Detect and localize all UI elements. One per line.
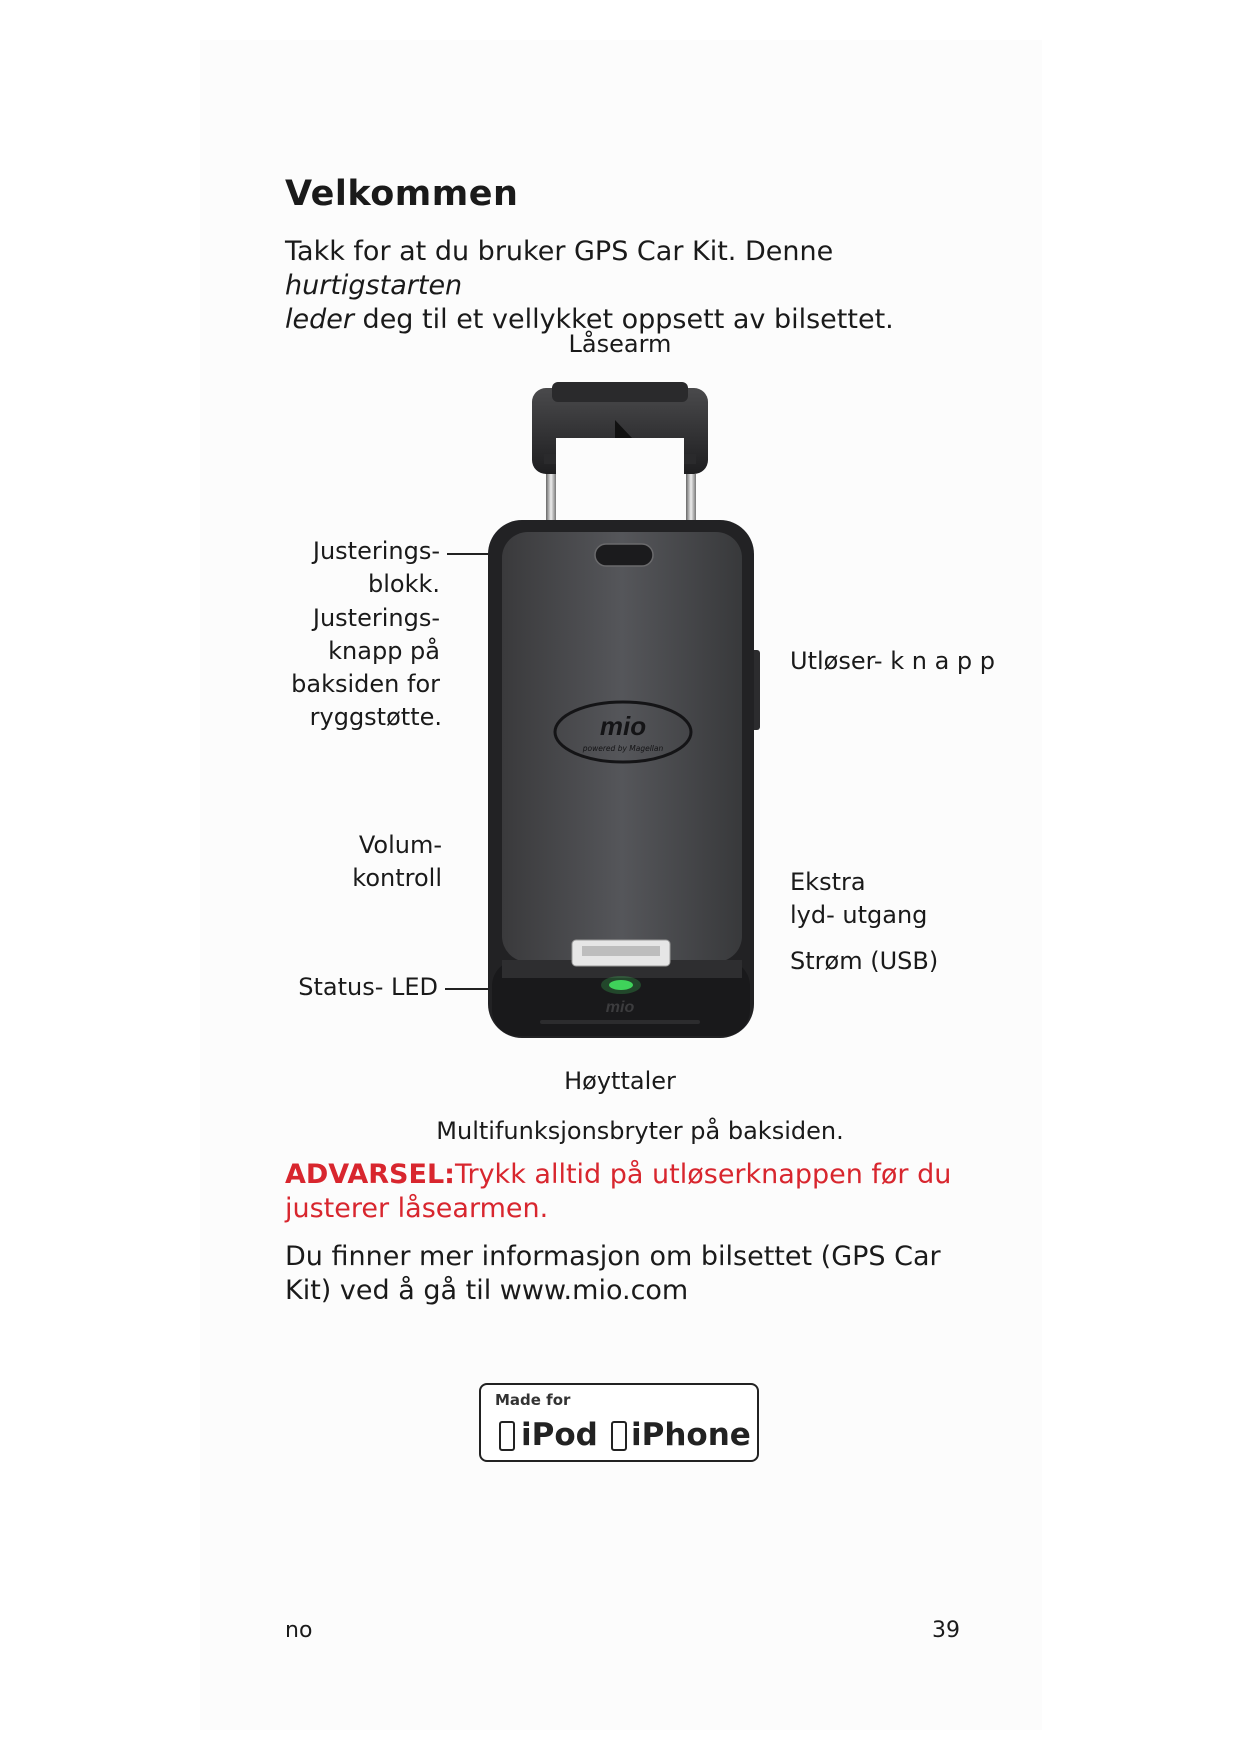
- info-paragraph: Du finner mer informasjon om bilsettet (GPS Car Kit) ved å gå til www.mio.com: [285, 1241, 941, 1306]
- label-aux-1: Ekstra: [790, 868, 866, 896]
- intro-paragraph: [285, 235, 985, 337]
- footer-language: no: [285, 1618, 313, 1643]
- badge-ipod: iPod: [521, 1417, 598, 1453]
- label-aux-2: lyd- utgang: [790, 901, 928, 929]
- label-multifunction: Multifunksjonsbryter på baksiden.: [436, 1117, 844, 1145]
- speaker-grille: [540, 1020, 700, 1024]
- speaker-logo-text: mio: [605, 999, 635, 1016]
- label-adjust-block-2: blokk.: [367, 570, 440, 598]
- label-adjust-button-4: ryggstøtte.: [309, 703, 442, 731]
- iphone-icon: [611, 1421, 627, 1451]
- badge-made-for: Made for: [495, 1391, 571, 1409]
- warning-text: Trykk alltid på utløserknappen før du justerer låsearmen.: [285, 1159, 952, 1224]
- label-lock-arm: Låsearm: [568, 330, 672, 358]
- mio-logo-text: mio: [599, 711, 647, 741]
- label-speaker: Høyttaler: [564, 1067, 676, 1095]
- warning-label: ADVARSEL:: [285, 1159, 455, 1190]
- footer-page-number: 39: [932, 1618, 960, 1643]
- label-volume-2: kontroll: [352, 864, 442, 892]
- mio-logo-subtext: powered by Magellan: [582, 744, 664, 753]
- lock-arm: [532, 382, 708, 474]
- label-adjust-button-3: baksiden for: [291, 670, 440, 698]
- intro-text-2: deg til et vellykket oppsett av bilsettet.: [353, 304, 894, 335]
- intro-text-1: Takk for at du bruker GPS Car Kit. Denne: [285, 236, 834, 267]
- label-release-button: Utløser- k n a p p: [790, 647, 996, 675]
- label-adjust-block-1: Justerings-: [312, 537, 440, 565]
- label-adjust-button-1: Justerings-: [312, 604, 440, 632]
- label-volume-1: Volum-: [358, 831, 442, 859]
- label-power: Strøm (USB): [790, 947, 939, 975]
- label-adjust-button-2: knapp på: [328, 637, 440, 665]
- adjust-block: [595, 544, 653, 566]
- car-kit-illustration: [480, 380, 770, 1050]
- made-for-ipod-iphone-badge: [479, 1383, 759, 1462]
- page-title: Velkommen: [285, 174, 519, 214]
- warning-paragraph: [285, 1158, 985, 1226]
- intro-emphasis-2: leder: [285, 304, 354, 335]
- badge-iphone: iPhone: [631, 1417, 751, 1453]
- intro-emphasis-1: hurtigstarten: [285, 270, 463, 301]
- label-status-led: Status- LED: [298, 973, 438, 1001]
- ipod-icon: [499, 1421, 515, 1451]
